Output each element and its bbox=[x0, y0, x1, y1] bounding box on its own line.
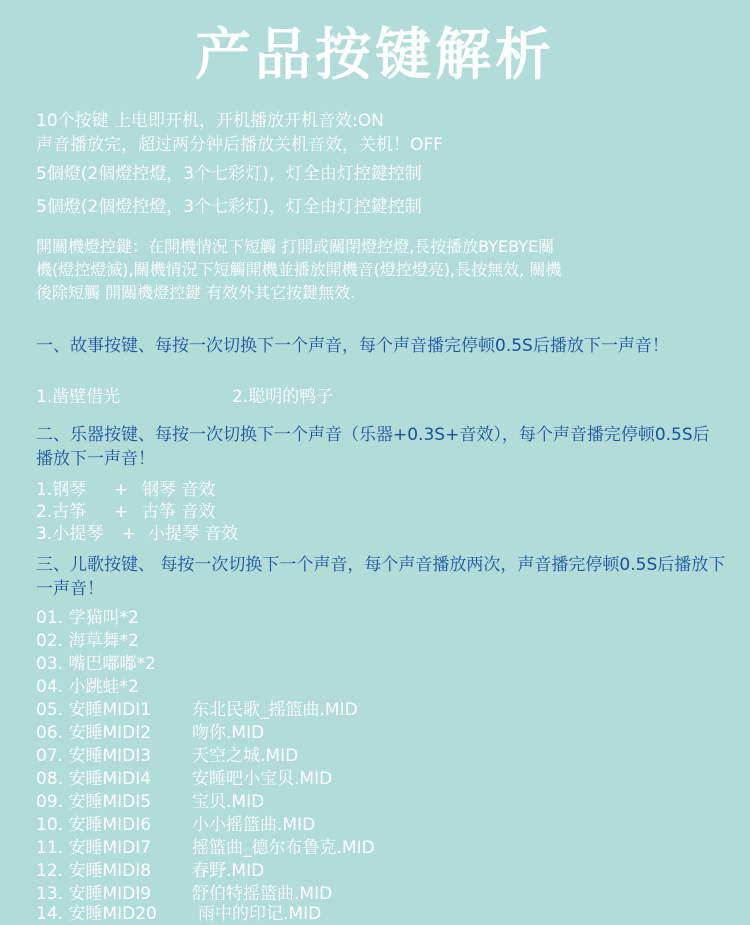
section2-item-2 bbox=[36, 501, 216, 523]
intro-line-1: 10个按键 上电即开机，开机播放开机音效:ON bbox=[36, 111, 384, 131]
plus-sign: + bbox=[122, 524, 137, 544]
power-desc-line-2: 機(燈控燈滅),關機情況下短觸開機並播放開機音(燈控燈亮),長按無效, 關機 bbox=[36, 260, 562, 279]
intro-line-4: 5個燈(2個燈控燈，3个七彩灯)，灯全由灯控鍵控制 bbox=[36, 197, 422, 217]
item-name: 小提琴 音效 bbox=[148, 524, 239, 544]
song-file: 吻你.MID bbox=[192, 723, 265, 743]
section1-item-2: 2.聪明的鸭子 bbox=[232, 387, 334, 407]
song-row bbox=[36, 653, 156, 675]
song-row bbox=[36, 676, 139, 698]
song-row bbox=[36, 699, 358, 721]
song-index: 12. 安睡MIDI8 bbox=[36, 861, 152, 881]
item-name: 古筝 音效 bbox=[142, 502, 216, 522]
plus-sign: + bbox=[114, 502, 129, 522]
song-row bbox=[36, 837, 375, 859]
song-index: 05. 安睡MIDI1 bbox=[36, 700, 152, 720]
song-index: 08. 安睡MIDI4 bbox=[36, 769, 152, 789]
item-number: 3.小提琴 bbox=[36, 524, 104, 544]
song-index: 07. 安睡MIDI3 bbox=[36, 746, 152, 766]
song-file: 摇篮曲_德尔布鲁克.MID bbox=[192, 838, 375, 858]
song-file: 雨中的印记.MID bbox=[198, 904, 322, 924]
song-row bbox=[36, 630, 139, 652]
song-row bbox=[36, 791, 265, 813]
song-row bbox=[36, 860, 265, 882]
song-index: 14. 安睡MID20 bbox=[36, 904, 157, 924]
song-index: 06. 安睡MIDI2 bbox=[36, 723, 152, 743]
item-name: 钢琴 音效 bbox=[142, 480, 216, 500]
power-desc-line-3: 後除短觸 開關機燈控鍵 有效外其它按鍵無效. bbox=[36, 283, 356, 302]
power-desc-line-1: 開關機燈控鍵：在開機情況下短觸 打開或關閉燈控燈,長按播放BYEBYE關 bbox=[36, 237, 555, 256]
song-file: 舒伯特摇篮曲.MID bbox=[192, 884, 333, 904]
song-file: 小小摇篮曲.MID bbox=[192, 815, 316, 835]
intro-line-2: 声音播放完，超过两分钟后播放关机音效，关机！OFF bbox=[36, 135, 443, 155]
song-file: 宝贝.MID bbox=[192, 792, 265, 812]
section2-item-3 bbox=[36, 523, 239, 545]
song-index: 03. 嘴巴嘟嘟*2 bbox=[36, 654, 156, 674]
section2-item-1 bbox=[36, 479, 216, 501]
item-number: 2.古筝 bbox=[36, 502, 87, 522]
song-row bbox=[36, 722, 265, 744]
song-index: 13. 安睡MIDI9 bbox=[36, 884, 152, 904]
song-index: 09. 安睡MIDI5 bbox=[36, 792, 152, 812]
song-row bbox=[36, 607, 139, 629]
section1-item-1: 1.凿壁借光 bbox=[36, 387, 121, 407]
song-row bbox=[36, 883, 333, 905]
section1-heading: 一、故事按键、每按一次切换下一个声音，每个声音播完停顿0.5S后播放下一声音！ bbox=[36, 336, 669, 356]
song-row bbox=[36, 903, 322, 925]
intro-line-3: 5個燈(2個燈控燈，3个七彩灯)，灯全由灯控鍵控制 bbox=[36, 164, 422, 184]
song-row bbox=[36, 814, 316, 836]
song-index: 10. 安睡MIDI6 bbox=[36, 815, 152, 835]
song-index: 02. 海草舞*2 bbox=[36, 631, 139, 651]
song-index: 01. 学猫叫*2 bbox=[36, 608, 139, 628]
song-file: 春野.MID bbox=[192, 861, 265, 881]
item-number: 1.钢琴 bbox=[36, 480, 87, 500]
section3-heading: 三、儿歌按键、 每按一次切换下一个声音，每个声音播放两次，声音播完停顿0.5S后播放下一声音！ bbox=[36, 555, 726, 599]
page-title: 产品按键解析 bbox=[195, 23, 555, 88]
song-index: 11. 安睡MIDI7 bbox=[36, 838, 152, 858]
song-row bbox=[36, 768, 333, 790]
song-file: 安睡吧小宝贝.MID bbox=[192, 769, 333, 789]
song-file: 东北民歌_摇篮曲.MID bbox=[192, 700, 358, 720]
section2-heading: 二、乐器按键、每按一次切换下一个声音（乐器+0.3S+音效），每个声音播完停顿0.5S后播放下一声音！ bbox=[36, 425, 710, 469]
song-index: 04. 小跳蛙*2 bbox=[36, 677, 139, 697]
song-row bbox=[36, 745, 299, 767]
song-file: 天空之城.MID bbox=[192, 746, 299, 766]
plus-sign: + bbox=[114, 480, 129, 500]
